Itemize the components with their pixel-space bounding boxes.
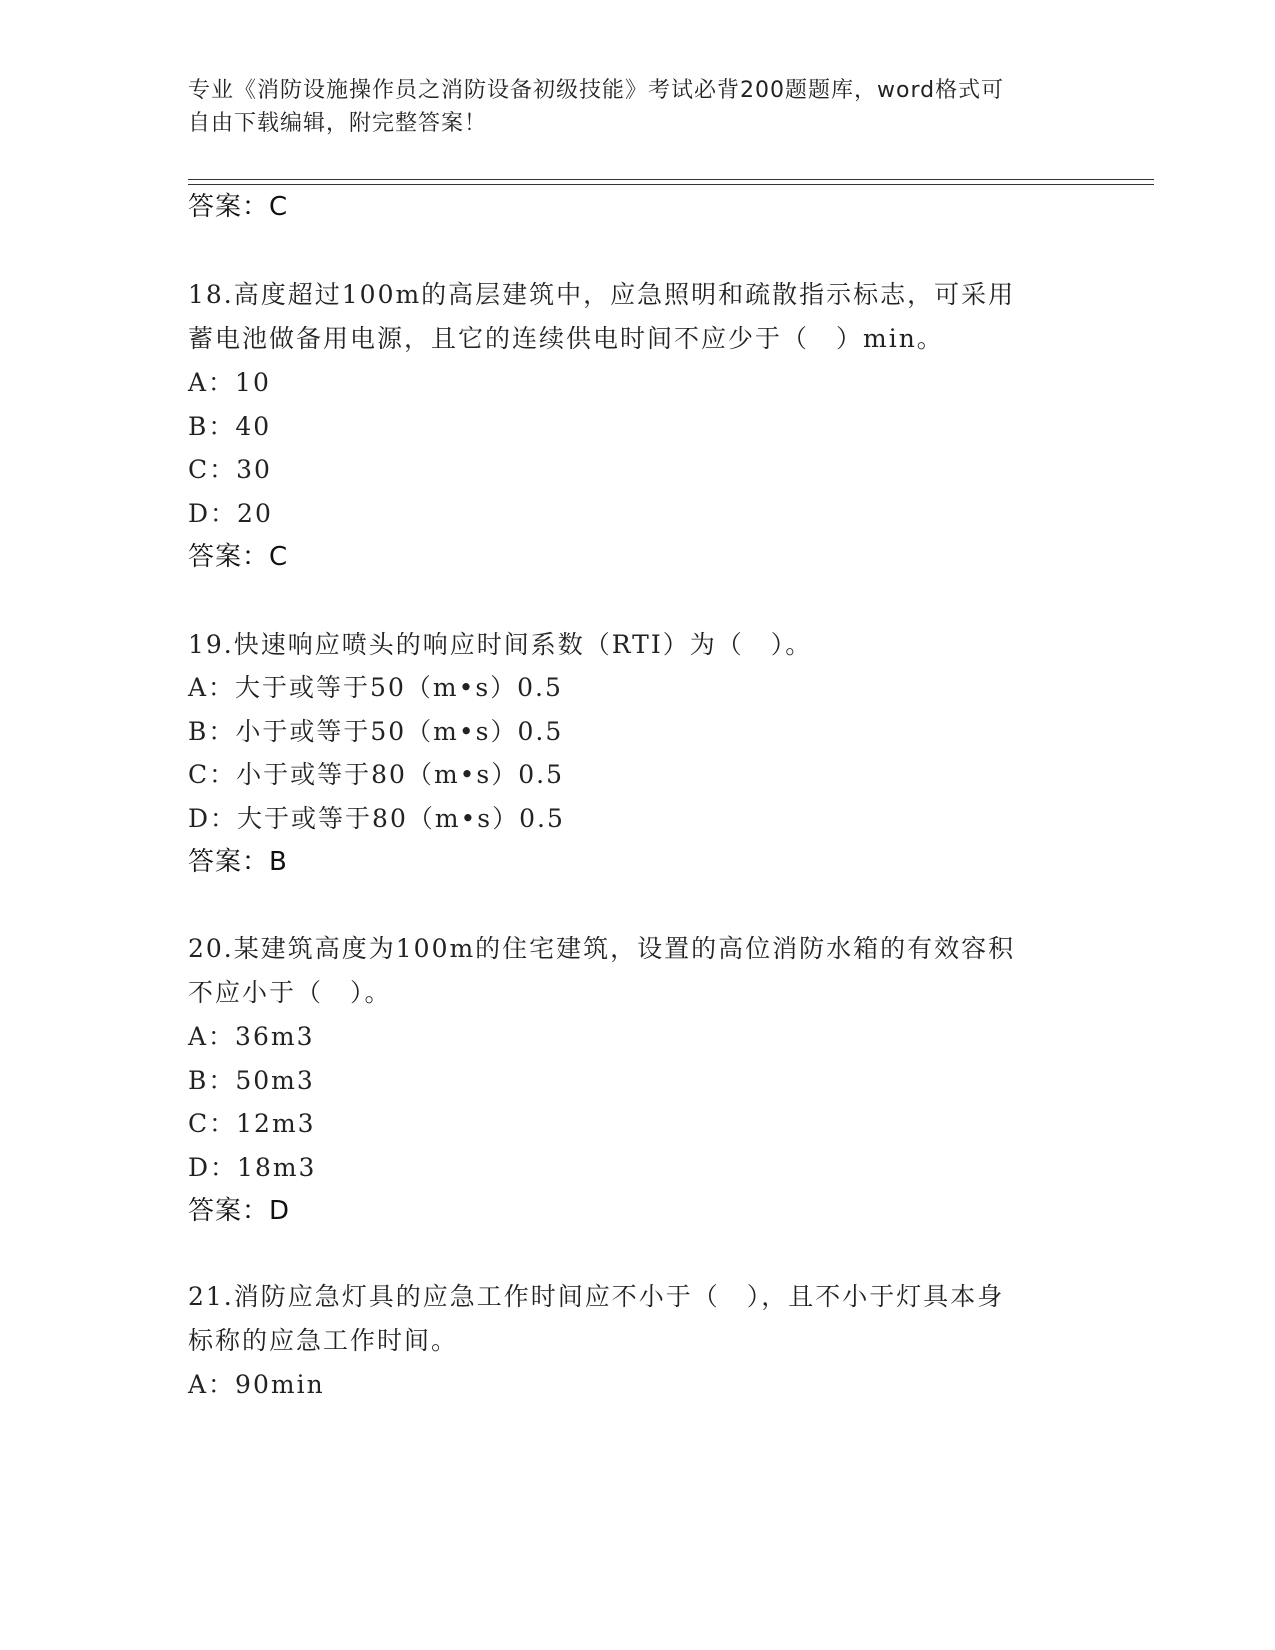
header-line-1: 专业《消防设施操作员之消防设备初级技能》考试必背200题题库，word格式可 xyxy=(188,78,1005,103)
document-header xyxy=(188,74,1068,140)
prev-answer: 答案：C xyxy=(188,192,289,222)
q20-option-a: A：36m3 xyxy=(188,1022,315,1051)
q18-option-b: B：40 xyxy=(188,412,272,441)
q18-answer: 答案：C xyxy=(188,542,289,572)
q20-option-b: B：50m3 xyxy=(188,1066,315,1095)
q20-option-c: C：12m3 xyxy=(188,1109,316,1138)
q21-stem-line-1: 21.消防应急灯具的应急工作时间应不小于（ ），且不小于灯具本身 xyxy=(188,1282,1005,1311)
q21-stem-line-2: 标称的应急工作时间。 xyxy=(188,1326,459,1355)
q19-stem-line-1: 19.快速响应喷头的响应时间系数（RTI）为（ ）。 xyxy=(188,630,813,659)
header-line-2: 自由下载编辑，附完整答案！ xyxy=(188,111,488,136)
q18-option-d: D：20 xyxy=(188,499,273,528)
q19-option-a: A：大于或等于50（m•s）0.5 xyxy=(188,673,563,702)
q18-option-c: C：30 xyxy=(188,455,272,484)
q19-option-b: B：小于或等于50（m•s）0.5 xyxy=(188,717,564,746)
q20-answer: 答案：D xyxy=(188,1196,291,1226)
header-divider-top xyxy=(188,179,1154,180)
q19-option-c: C：小于或等于80（m•s）0.5 xyxy=(188,760,564,789)
header-divider-bottom xyxy=(188,184,1154,185)
q20-stem-line-1: 20.某建筑高度为100m的住宅建筑，设置的高位消防水箱的有效容积 xyxy=(188,934,1016,963)
q18-stem-line-2: 蓄电池做备用电源，且它的连续供电时间不应少于（ ）min。 xyxy=(188,324,944,353)
q18-stem-line-1: 18.高度超过100m的高层建筑中，应急照明和疏散指示标志，可采用 xyxy=(188,280,1016,309)
q21-option-a: A：90min xyxy=(188,1370,325,1399)
q19-answer: 答案：B xyxy=(188,847,288,877)
q19-option-d: D：大于或等于80（m•s）0.5 xyxy=(188,804,565,833)
q18-option-a: A：10 xyxy=(188,368,271,397)
q20-option-d: D：18m3 xyxy=(188,1153,317,1182)
q20-stem-line-2: 不应小于（ ）。 xyxy=(188,978,392,1007)
